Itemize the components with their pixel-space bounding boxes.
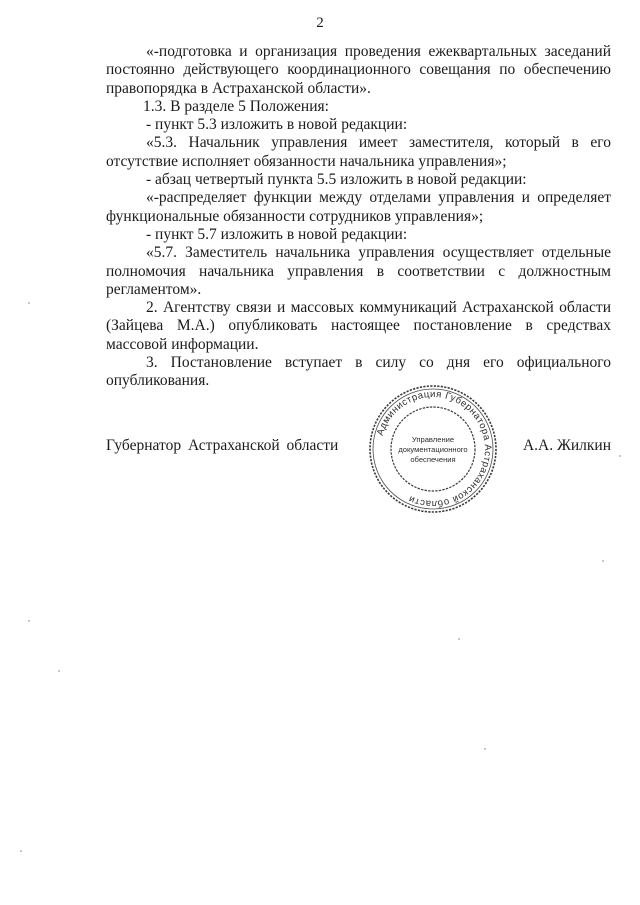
scan-speck (28, 302, 30, 304)
scan-speck (28, 620, 30, 622)
paragraph-item-5-5-text: «-распределяет функции между отделами управления и определяет функциональные обязанности сотрудников управления»; (106, 189, 611, 225)
scan-speck (58, 670, 60, 672)
paragraph-item-5-3-text: «5.3. Начальник управления имеет заместителя, который в его отсутствие исполняет обязанности начальника управления»; (106, 134, 611, 170)
signature-block (106, 437, 611, 461)
stamp-ring-text: Администрация Губернатора Астраханской области (374, 388, 494, 510)
paragraph-clause-2: 2. Агентству связи и массовых коммуникаций Астраханской области (Зайцева М.А.) опубликовать настоящее постановление в средствах массовой информации. (106, 299, 611, 353)
scan-speck (602, 560, 604, 562)
paragraph-item-5-3-intro: - пункт 5.3 изложить в новой редакции: (146, 116, 408, 134)
scan-speck (619, 455, 621, 457)
signatory-name: А.А. Жилкин (522, 437, 611, 454)
paragraph-item-5-7-text: «5.7. Заместитель начальника управления осуществляет отдельные полномочия начальника управления в соответствии с должностным регламентом». (106, 244, 611, 298)
stamp-center-line-3: обеспечения (410, 455, 456, 464)
paragraph-item-5-5-intro: - абзац четвертый пункта 5.5 изложить в новой редакции: (146, 171, 527, 189)
scan-speck (484, 748, 486, 750)
scan-speck (458, 638, 460, 640)
paragraph-clause-3: 3. Постановление вступает в силу со дня его официального опубликования. (106, 354, 611, 390)
page-number: 2 (316, 15, 324, 31)
paragraph-section-1-3: 1.3. В разделе 5 Положения: (143, 97, 329, 115)
signatory-title: Губернатор Астраханской области (106, 437, 339, 454)
stamp-center-line-2: документационного (398, 445, 468, 454)
paragraph-item-5-7-intro: - пункт 5.7 изложить в новой редакции: (146, 225, 408, 243)
scan-speck (20, 850, 22, 852)
stamp-center-line-1: Управление (411, 435, 455, 444)
document-body (106, 43, 611, 391)
paragraph-quote-preparation: «-подготовка и организация проведения ежеквартальных заседаний постоянно действующего координационного совещания по обеспечению правопорядка в Астраханской области». (106, 43, 611, 97)
